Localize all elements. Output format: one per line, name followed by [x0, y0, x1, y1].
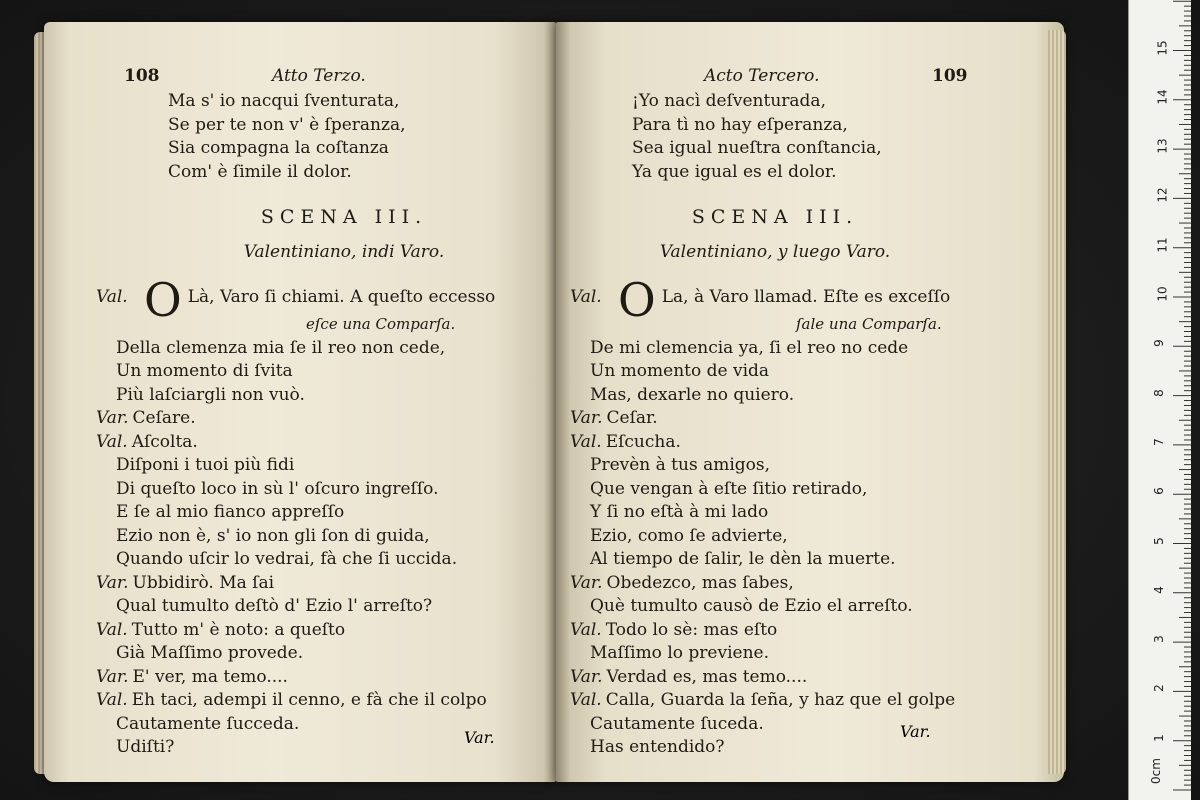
dialogue-line [570, 736, 1030, 760]
dialogue-line [570, 595, 1030, 619]
dialogue-text: Cautamente ſucceda. [116, 713, 300, 734]
ruler-number: 9 [1151, 339, 1166, 348]
verse-line: Ma s' io nacqui ſventurata, [168, 91, 400, 111]
dialogue-line [96, 478, 544, 502]
ruler-number: 10 [1155, 286, 1170, 302]
right-catchword: Var. [900, 722, 931, 741]
ruler-number: 3 [1151, 635, 1166, 643]
left-page-text [96, 66, 544, 760]
ruler-number: 11 [1155, 237, 1170, 253]
left-page-number: 108 [124, 66, 160, 86]
speaker-label: Val. [96, 287, 128, 307]
dialogue-text: Già Maſſimo provede. [116, 643, 304, 663]
dialogue-text: Què tumulto causò de Ezio el arreſto. [590, 596, 913, 616]
dialogue-text: Là, Varo ſi chiami. A queſto eccesso [187, 287, 496, 307]
dialogue-text: Ceſar. [606, 408, 658, 428]
dialogue-text: Maſſimo lo previene. [590, 643, 769, 663]
dialogue-line [570, 642, 1030, 666]
speaker-label: Val. [96, 690, 128, 710]
ruler-number: 7 [1151, 438, 1166, 446]
dialogue-text: Y ſi no eſtà à mi lado [590, 502, 769, 522]
dialogue-text: Todo lo sè: mas eſto [605, 619, 778, 640]
stage-direction: ſale una Comparſa. [796, 315, 942, 333]
dialogue-text: Verdad es, mas temo.... [606, 666, 808, 687]
speaker-label: Val. [96, 431, 128, 452]
dialogue-line [570, 431, 1030, 455]
left-running-head [124, 66, 544, 90]
dialogue-line [570, 548, 1030, 572]
dialogue-line [96, 337, 544, 361]
dialogue-line [570, 384, 1030, 408]
dialogue-text: Obedezco, mas ſabes, [606, 572, 794, 593]
right-page-number: 109 [932, 66, 968, 86]
dialogue-text: Mas, dexarle no quiero. [590, 384, 795, 405]
dialogue-line [96, 548, 544, 572]
speaker-label: Val. [570, 431, 602, 452]
dialogue-line [96, 384, 544, 408]
ruler-number: 4 [1151, 585, 1166, 594]
dialogue-text: Que vengan à eſte ſitio retirado, [590, 478, 868, 499]
left-dialogue [96, 273, 544, 760]
dialogue-text: Ezio non è, s' io non gli ſon di guida, [116, 525, 430, 546]
right-head-title: Acto Tercero. [704, 66, 820, 86]
speaker-label: Var. [570, 408, 603, 428]
dialogue-text: Ubbidirò. Ma ſai [132, 572, 275, 593]
ruler-number: 1 [1151, 733, 1166, 742]
drop-cap: O [144, 273, 182, 327]
dialogue-line [96, 642, 544, 666]
ruler-number: 12 [1155, 187, 1170, 204]
verse-line: Com' è ſimile il dolor. [168, 161, 352, 182]
dialogue-text: Aſcolta. [131, 431, 198, 452]
dialogue-line [570, 689, 1030, 713]
left-catchword: Var. [464, 728, 495, 747]
dialogue-line [570, 360, 1030, 384]
dialogue-text: Cautamente ſuceda. [590, 713, 764, 734]
dialogue-line [570, 454, 1030, 478]
verse-line: Para tì no hay eſperanza, [632, 114, 848, 135]
ruler-number: 8 [1151, 388, 1166, 397]
dialogue-line [570, 713, 1030, 737]
dialogue-line [570, 501, 1030, 525]
dialogue-text: Della clemenza mia ſe il reo non cede, [116, 337, 446, 358]
dialogue-text: Qual tumulto deſtò d' Ezio l' arreſto? [116, 596, 433, 616]
dialogue-text: Tutto m' è noto: a queſto [131, 619, 346, 640]
speaker-label: Val. [570, 619, 602, 640]
left-characters: Valentiniano, indi Varo. [243, 242, 445, 262]
dialogue-line [96, 360, 544, 384]
dialogue-line [570, 525, 1030, 549]
right-dialogue [570, 273, 1030, 760]
right-page-edges [1048, 30, 1066, 774]
right-page-text [570, 66, 1030, 760]
dialogue-text: Ceſare. [132, 408, 196, 428]
dialogue-text: Un momento de vida [590, 361, 770, 381]
dialogue-text: Di queſto loco in sù l' oſcuro ingreſſo. [116, 478, 439, 499]
speaker-label: Val. [570, 287, 602, 307]
right-running-head [570, 66, 1030, 90]
dialogue-text: Un momento di ſvita [116, 361, 293, 381]
left-head-title: Atto Terzo. [272, 66, 366, 86]
dialogue-text: E' ver, ma temo.... [132, 666, 288, 687]
dialogue-text: Quando uſcir lo vedrai, fà che ſi uccida. [116, 549, 458, 569]
ruler-number: 15 [1155, 39, 1170, 56]
dialogue-line [96, 454, 544, 478]
ruler-number: 0cm [1148, 758, 1163, 784]
dialogue-text: Al tiempo de ſalir, le dèn la muerte. [590, 549, 896, 569]
ruler-number: 2 [1151, 684, 1166, 693]
dialogue-line [570, 337, 1030, 361]
verse-line: Sea igual nueſtra conſtancia, [632, 138, 882, 158]
right-verses [570, 90, 1030, 184]
speaker-label: Val. [96, 619, 128, 640]
ruler-number: 6 [1151, 487, 1166, 496]
dialogue-text: Ezio, como ſe advierte, [590, 525, 788, 546]
dialogue-text: Has entendido? [590, 737, 725, 757]
dialogue-text: Calla, Guarda la ſeña, y haz que el golpe [605, 690, 956, 710]
dialogue-line [570, 572, 1030, 596]
dialogue-text: De mi clemencia ya, ſi el reo no cede [590, 337, 909, 358]
speaker-label: Var. [570, 572, 603, 593]
dialogue-text: E ſe al mio fianco appreſſo [116, 502, 345, 522]
ruler-number: 13 [1155, 138, 1170, 154]
drop-cap: O [618, 273, 656, 327]
ruler-number: 5 [1151, 536, 1166, 545]
ruler-number: 14 [1155, 89, 1170, 105]
right-characters: Valentiniano, y luego Varo. [659, 242, 891, 262]
measuring-ruler [1128, 0, 1191, 800]
verse-line: Sia compagna la coſtanza [168, 138, 389, 158]
dialogue-text: Eſcucha. [605, 431, 681, 452]
left-scene-title: SCENA III. [260, 206, 428, 228]
dialogue-line [570, 407, 1030, 431]
open-book [44, 22, 1064, 782]
right-scene-title: SCENA III. [691, 206, 859, 228]
stage-direction: eſce una Comparſa. [306, 315, 456, 333]
speaker-label: Var. [96, 666, 129, 687]
dialogue-line [96, 501, 544, 525]
dialogue-line [570, 478, 1030, 502]
dialogue-text: Prevèn à tus amigos, [590, 455, 771, 475]
dialogue-line [96, 595, 544, 619]
ruler-ticks [1129, 0, 1191, 800]
dialogue-line [96, 619, 544, 643]
speaker-label: Var. [96, 408, 129, 428]
verse-line: Ya que igual es el dolor. [632, 161, 837, 182]
dialogue-line [570, 666, 1030, 690]
speaker-label: Var. [570, 666, 603, 687]
dialogue-line [570, 619, 1030, 643]
dialogue-text: Eh taci, adempi il cenno, e fà che il colpo [131, 690, 487, 710]
dialogue-text: Più laſciargli non vuò. [116, 384, 305, 405]
dialogue-line [96, 572, 544, 596]
dialogue-line [96, 666, 544, 690]
dialogue-line [96, 525, 544, 549]
dialogue-text: La, à Varo llamad. Eſte es exceſſo [661, 287, 951, 307]
dialogue-text: Diſponi i tuoi più fidi [116, 455, 295, 475]
book-gutter [544, 22, 570, 782]
verse-line: Se per te non v' è ſperanza, [168, 114, 406, 135]
dialogue-text: Udiſti? [116, 737, 175, 757]
dialogue-line [96, 407, 544, 431]
speaker-label: Var. [96, 572, 129, 593]
verse-line: ¡Yo nacì deſventurada, [632, 91, 826, 111]
speaker-label: Val. [570, 690, 602, 710]
dialogue-line [96, 689, 544, 713]
left-verses [124, 90, 544, 184]
dialogue-line [96, 431, 544, 455]
